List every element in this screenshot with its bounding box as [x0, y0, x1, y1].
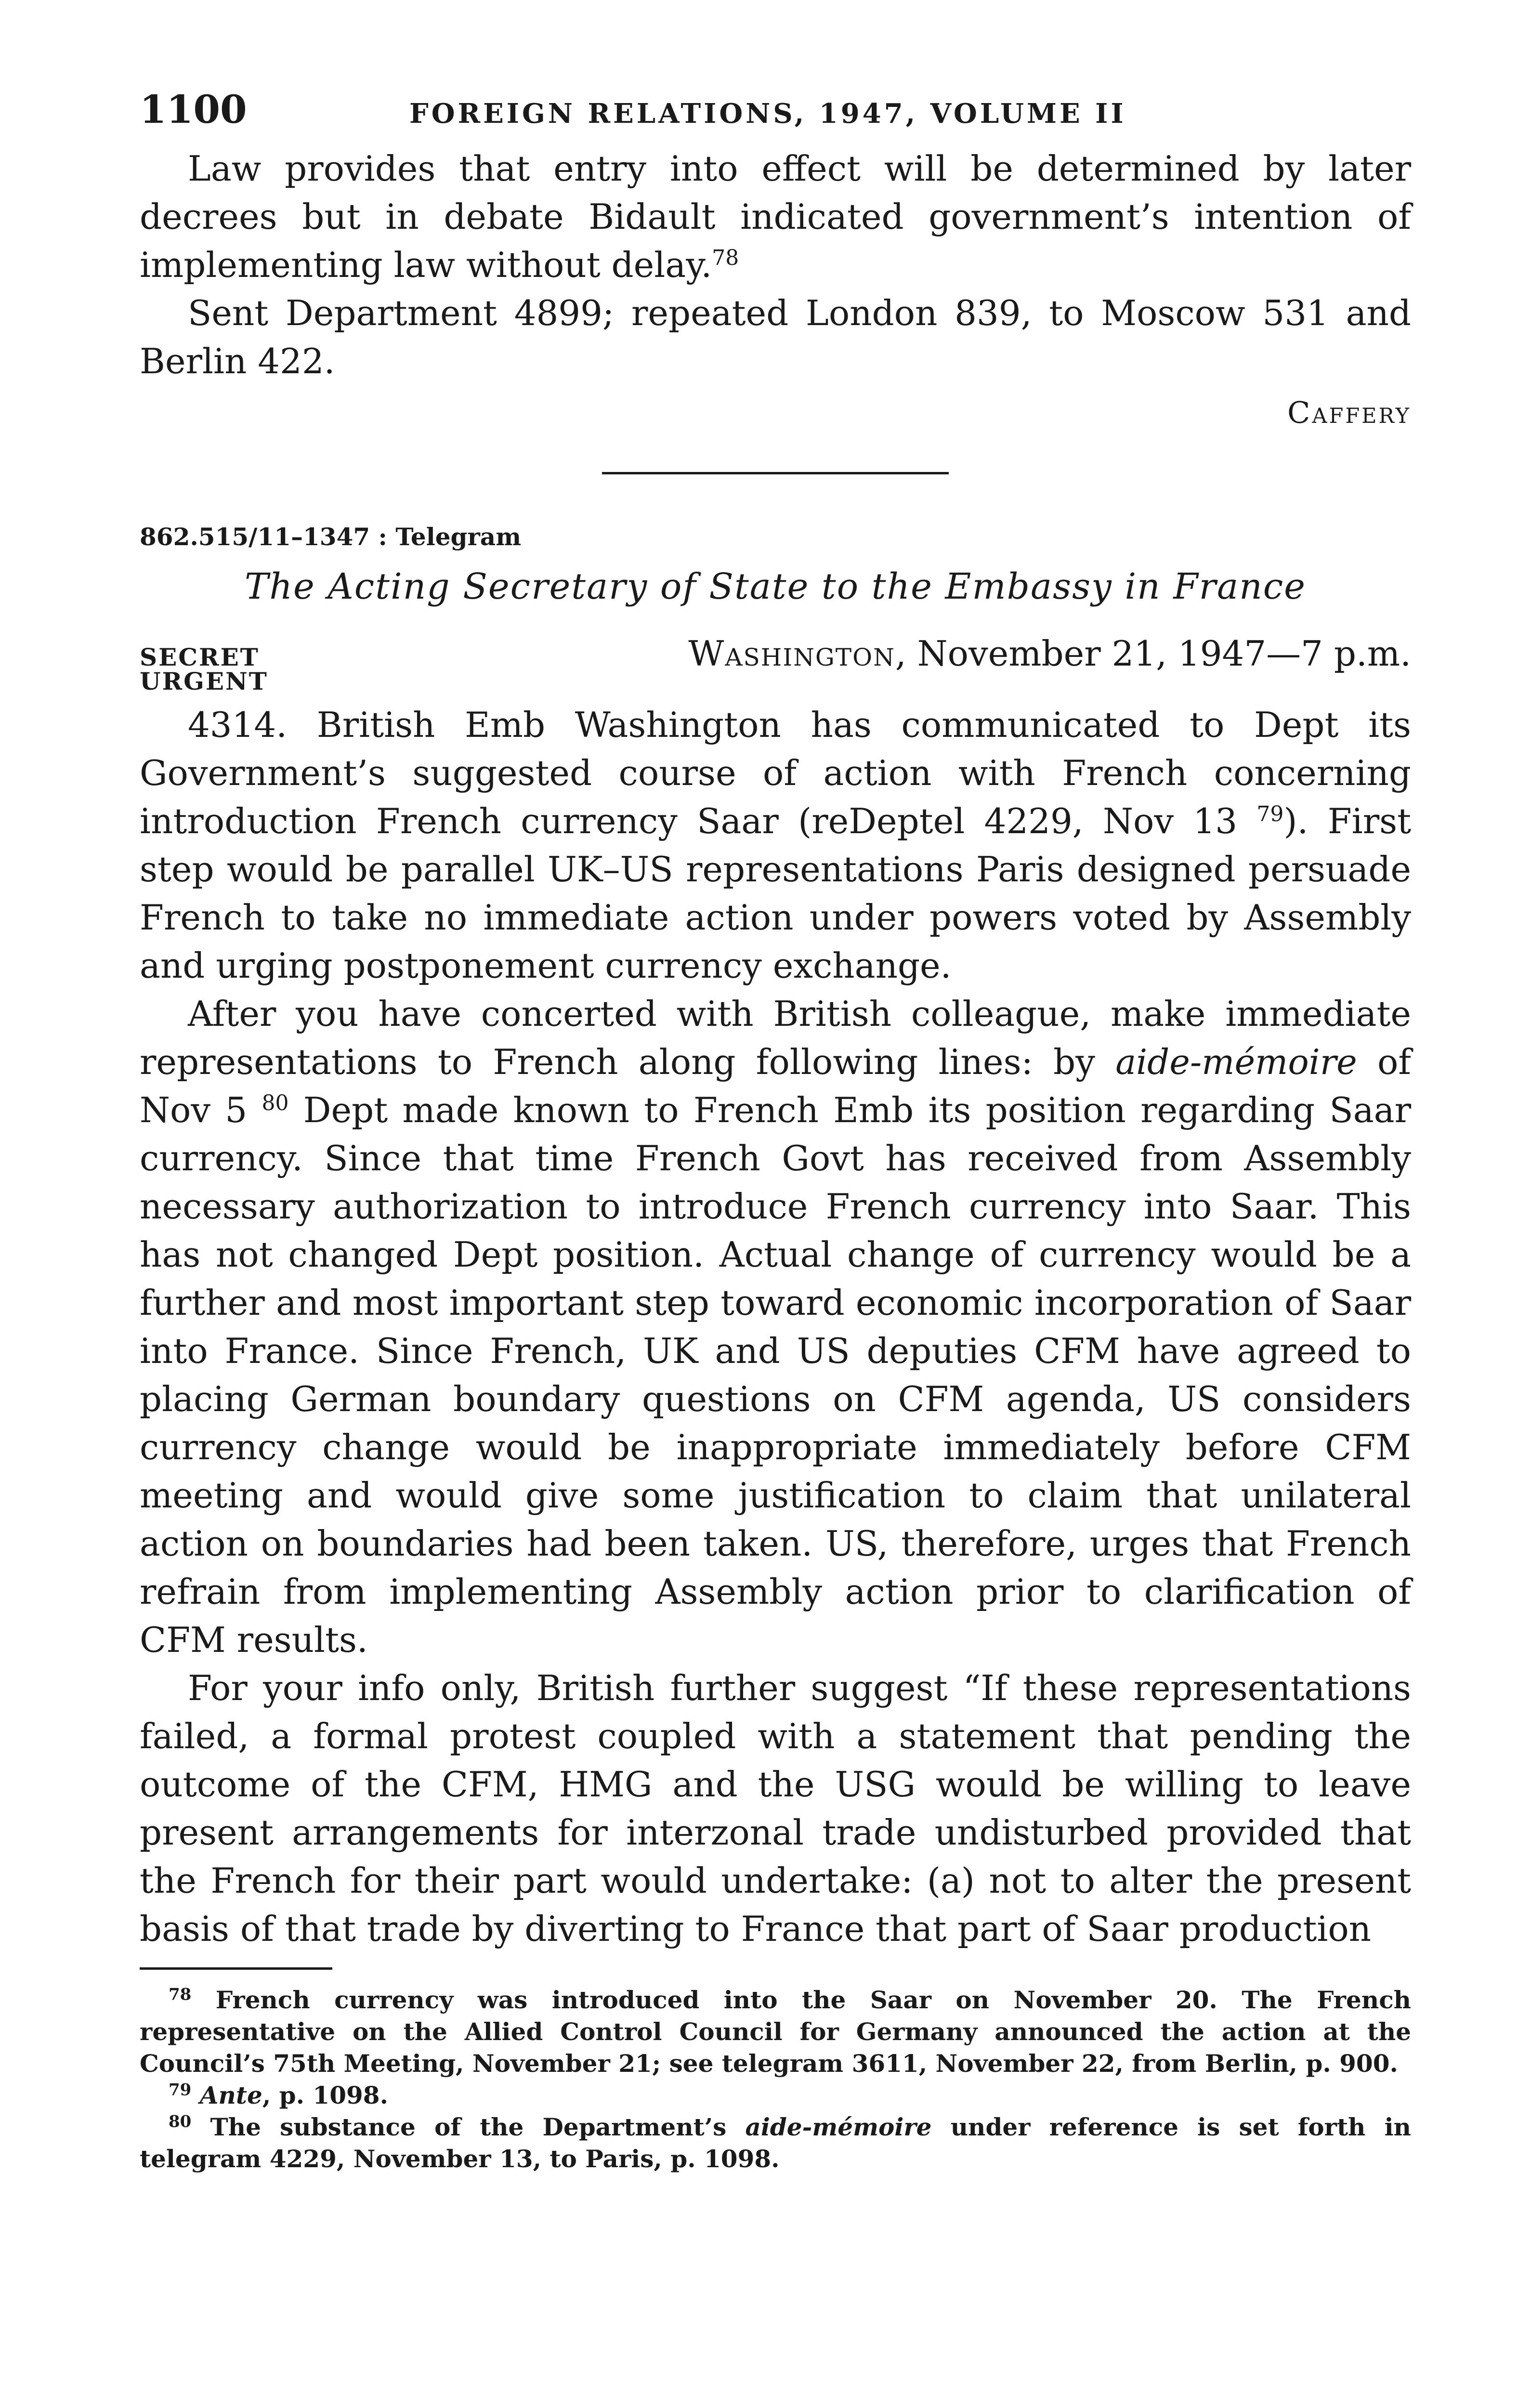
- footnote-80-text-a: The substance of the Department’s: [210, 2113, 727, 2141]
- dateline-date: , November 21, 1947—7 p.m.: [895, 633, 1411, 674]
- footnote-78-text: French currency was introduced into the Saar on November 20. The French representative on the Allied Control Council for Germany announced the action at the Council’s 75th Meeting, November 21; see telegram 3611, November 22, from Berlin, p. 900.: [140, 1986, 1411, 2078]
- page-number: 1100: [140, 87, 247, 132]
- footnote-79-number: 79: [169, 2080, 192, 2100]
- p2-text-a: After you have concerted with British colleague, make immediate representations to French along following lines: by: [140, 994, 1411, 1082]
- classification-label: SECRET: [140, 643, 260, 671]
- prev-doc-para1-text: Law provides that entry into effect will be determined by later decrees but in debate Bidault indicated government’s intention of implementing law without delay.: [140, 148, 1411, 285]
- footnote-ref-80: 80: [262, 1091, 289, 1115]
- document-page: [140, 87, 1411, 2175]
- prev-doc-paragraph-1: [140, 144, 1411, 289]
- p1-text-b: ). First step would be parallel UK–US representations Paris designed persuade French to take no immediate action under powers voted by Assembly and urging postponement currency exchange.: [140, 801, 1411, 986]
- p2-text-b: of Nov 5: [140, 1042, 1412, 1130]
- telegram-body: [140, 701, 1411, 1953]
- p1-text-a: 4314. British Emb Washington has communicated to Dept its Government’s suggested course of action with French concerning introduction French currency Saar (reDeptel 4229, Nov 13: [140, 705, 1411, 841]
- section-divider: [602, 472, 949, 474]
- footnote-80-number: 80: [169, 2112, 192, 2132]
- dateline-city: Washington: [688, 633, 895, 674]
- page-header: [140, 87, 1411, 144]
- body-paragraph-3: For your info only, British further suggest “If these representations failed, a formal protest coupled with a statement that pending the outcome of the CFM, HMG and the USG would be willing to leave present arrangements for interzonal trade undisturbed provided that the French for their part would undertake: (a) not to alter the present basis of that trade by diverting to France that part of Saar production: [140, 1668, 1411, 1949]
- footnote-79-text: , p. 1098.: [262, 2081, 388, 2109]
- file-reference: 862.515/11–1347 : Telegram: [140, 523, 522, 551]
- footnote-rule: [140, 1967, 332, 1970]
- prev-doc-paragraph-2: Sent Department 4899; repeated London 839, to Moscow 531 and Berlin 422.: [140, 293, 1411, 381]
- p2-italic: aide-mémoire: [1115, 1042, 1357, 1082]
- document-title: The Acting Secretary of State to the Embassy in France: [245, 566, 1306, 607]
- footnotes: [140, 1984, 1411, 2175]
- footnote-78: [140, 1984, 1411, 2080]
- body-paragraph-2: [140, 990, 1411, 1664]
- running-head: FOREIGN RELATIONS, 1947, VOLUME II: [409, 98, 1126, 130]
- footnote-79-italic: Ante: [199, 2081, 262, 2109]
- footnote-ref-79: 79: [1256, 802, 1284, 826]
- dateline: [688, 633, 1411, 674]
- signature: Caffery: [1287, 395, 1411, 430]
- p2-text-c: Dept made known to French Emb its position regarding Saar currency. Since that time French Govt has received from Assembly necessary authorization to introduce French currency into Saar. This has not changed Dept position. Actual change of currency would be a further and most important step toward economic incorporation of Saar into France. Since French, UK and US deputies CFM have agreed to placing German boundary questions on CFM agenda, US considers currency change would be inappropriate immediately before CFM meeting and would give some justification to claim that unilateral action on boundaries had been taken. US, therefore, urges that French refrain from implementing Assembly action prior to clarification of CFM results.: [140, 1090, 1412, 1660]
- priority-label: URGENT: [140, 667, 268, 695]
- footnote-80-text-b: under reference is set forth in telegram 4229, November 13, to Paris, p. 1098.: [140, 2113, 1411, 2173]
- body-paragraph-1: [140, 701, 1411, 990]
- footnote-80-italic: aide-mémoire: [745, 2113, 932, 2141]
- footnote-80: [140, 2111, 1411, 2175]
- footnote-79: [140, 2080, 1411, 2111]
- footnote-78-number: 78: [169, 1985, 192, 2004]
- footnote-ref-78: 78: [712, 246, 739, 270]
